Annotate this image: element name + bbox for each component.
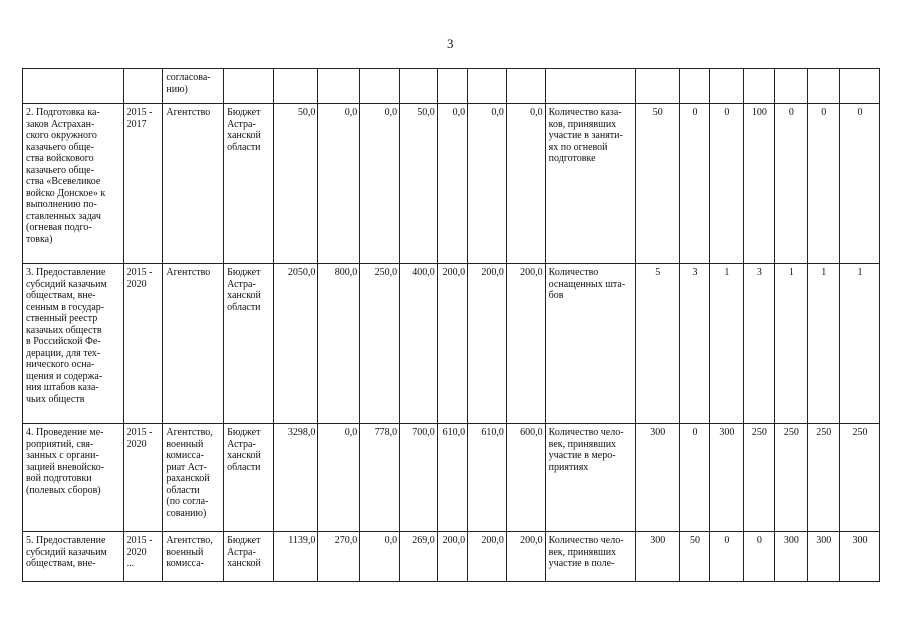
cell-target-2018: 250: [775, 424, 807, 532]
cell-target-2015: 50: [679, 532, 709, 582]
source-text: Бюджет Астра- ханской области: [227, 267, 261, 313]
cell-target-2020: 300: [840, 532, 880, 582]
cell-amount-2015: 0,0: [318, 424, 360, 532]
cell-amount-2016: 778,0: [360, 424, 400, 532]
cell-period: [123, 532, 163, 582]
period-text: 2015 - 2020: [126, 427, 153, 450]
cell-period: [123, 264, 163, 424]
cell-executor: [163, 264, 224, 424]
cell-target-2017: 250: [743, 424, 774, 532]
cell-source: [224, 104, 274, 264]
cell-target-2018: 300: [775, 532, 807, 582]
cell-amount-2016: 250,0: [360, 264, 400, 424]
cell-amount-2017: 50,0: [400, 104, 438, 264]
executor-text: согласова- нию): [166, 72, 211, 95]
cell-target-2016: 0: [710, 532, 744, 582]
program-activities-table: [22, 68, 880, 582]
table-row-continuation: [23, 69, 880, 104]
cell-indicator: [545, 69, 635, 104]
cell-target-2019: 1: [807, 264, 839, 424]
source-text: Бюджет Астра- ханской области: [227, 107, 261, 153]
executor-text: Агентство: [166, 107, 211, 118]
cell-amount: [437, 69, 467, 104]
cell-target-2020: 1: [840, 264, 880, 424]
cell-amount-total: 3298,0: [274, 424, 318, 532]
cell-amount-2018: 200,0: [437, 264, 467, 424]
cell-target: [710, 69, 744, 104]
period-text: 2015 - 2020: [126, 267, 153, 290]
source-text: Бюджет Астра- ханской: [227, 535, 261, 569]
cell-amount: [274, 69, 318, 104]
table-row-5: [23, 532, 880, 582]
activity-name: 2. Подготовка ка- заков Астрахан- ского окружного казачьего обще- ства войскового казачьего обще- ства «Всевеликое войско Донское» к выполнению по- ставленных задач (огневая подго- товка): [26, 107, 106, 245]
cell-name: [23, 532, 124, 582]
cell-source: [224, 264, 274, 424]
cell-amount: [400, 69, 438, 104]
cell-executor: [163, 104, 224, 264]
cell-target-2020: 250: [840, 424, 880, 532]
activity-name: 4. Проведение ме- роприятий, свя- занных с органи- зацией вневойско- вой подготовки (полевых сборов): [26, 427, 105, 496]
cell-amount-2019: 200,0: [468, 532, 507, 582]
cell-executor: [163, 424, 224, 532]
cell-amount-2019: 200,0: [468, 264, 507, 424]
cell-target-2020: 0: [840, 104, 880, 264]
indicator-text: Количество чело- век, принявших участие в меро- приятиях: [548, 427, 624, 473]
cell-indicator: [545, 104, 635, 264]
cell-target-2015: 0: [679, 424, 709, 532]
cell-target-2015: 3: [679, 264, 709, 424]
cell-target-2019: 250: [807, 424, 839, 532]
executor-text: Агентство: [166, 267, 211, 278]
cell-amount-2018: 200,0: [437, 532, 467, 582]
cell-amount-2017: 269,0: [400, 532, 438, 582]
cell-indicator: [545, 424, 635, 532]
cell-amount-2016: 0,0: [360, 104, 400, 264]
cell-target: [679, 69, 709, 104]
cell-source: [224, 424, 274, 532]
cell-target-2015: 0: [679, 104, 709, 264]
cell-name: [23, 69, 124, 104]
executor-text: Агентство, военный комисса-: [166, 535, 213, 569]
source-text: Бюджет Астра- ханской области: [227, 427, 261, 473]
cell-indicator: [545, 532, 635, 582]
cell-amount-total: 2050,0: [274, 264, 318, 424]
cell-amount: [360, 69, 400, 104]
cell-period: [123, 69, 163, 104]
activity-name: 3. Предоставление субсидий казачьим обществам, вне- сенным в государ- ственный реестр казачьих обществ в Российской Фе- дерации, для тех- нического осна- щения и содержа- ния штабов каза- чьих обществ: [26, 267, 107, 405]
cell-amount: [468, 69, 507, 104]
cell-target-2016: 1: [710, 264, 744, 424]
cell-target-2017: 3: [743, 264, 774, 424]
cell-target-2019: 0: [807, 104, 839, 264]
period-text: 2015 - 2020 ...: [126, 535, 153, 569]
cell-target-2018: 0: [775, 104, 807, 264]
executor-text: Агентство, военный комисса- риат Аст- раханской области (по согла- сованию): [166, 427, 213, 519]
cell-target-total: 5: [635, 264, 679, 424]
cell-amount-2017: 700,0: [400, 424, 438, 532]
cell-amount-2020: 0,0: [506, 104, 545, 264]
cell-amount-total: 1139,0: [274, 532, 318, 582]
cell-amount-2018: 0,0: [437, 104, 467, 264]
cell-amount-2020: 200,0: [506, 264, 545, 424]
page-number: 3: [447, 36, 454, 51]
cell-amount-2015: 0,0: [318, 104, 360, 264]
cell-amount-2016: 0,0: [360, 532, 400, 582]
cell-period: [123, 424, 163, 532]
cell-executor: [163, 532, 224, 582]
cell-amount-2020: 600,0: [506, 424, 545, 532]
cell-target-2017: 100: [743, 104, 774, 264]
cell-amount-2015: 270,0: [318, 532, 360, 582]
cell-amount-2020: 200,0: [506, 532, 545, 582]
cell-executor: [163, 69, 224, 104]
period-text: 2015 - 2017: [126, 107, 153, 130]
cell-target-total: 300: [635, 424, 679, 532]
cell-amount: [318, 69, 360, 104]
indicator-text: Количество каза- ков, принявших участие в заняти- ях по огневой подготовке: [548, 107, 623, 164]
table-row-3: [23, 264, 880, 424]
cell-amount-2019: 610,0: [468, 424, 507, 532]
cell-amount-2015: 800,0: [318, 264, 360, 424]
cell-target-2016: 0: [710, 104, 744, 264]
cell-target: [807, 69, 839, 104]
cell-amount-2017: 400,0: [400, 264, 438, 424]
cell-amount-total: 50,0: [274, 104, 318, 264]
cell-target: [840, 69, 880, 104]
cell-target-2016: 300: [710, 424, 744, 532]
table-row-4: [23, 424, 880, 532]
cell-name: [23, 424, 124, 532]
cell-name: [23, 104, 124, 264]
cell-target: [775, 69, 807, 104]
cell-indicator: [545, 264, 635, 424]
cell-source: [224, 69, 274, 104]
cell-amount-2018: 610,0: [437, 424, 467, 532]
indicator-text: Количество оснащенных шта- бов: [548, 267, 626, 301]
cell-target-2017: 0: [743, 532, 774, 582]
cell-period: [123, 104, 163, 264]
indicator-text: Количество чело- век, принявших участие в поле-: [548, 535, 624, 569]
cell-source: [224, 532, 274, 582]
table-row-2: [23, 104, 880, 264]
cell-target-2018: 1: [775, 264, 807, 424]
cell-name: [23, 264, 124, 424]
cell-target: [743, 69, 774, 104]
cell-amount: [506, 69, 545, 104]
cell-target-total: 50: [635, 104, 679, 264]
cell-target-total: 300: [635, 532, 679, 582]
cell-target-2019: 300: [807, 532, 839, 582]
cell-target: [635, 69, 679, 104]
activity-name: 5. Предоставление субсидий казачьим обществам, вне-: [26, 535, 107, 569]
cell-amount-2019: 0,0: [468, 104, 507, 264]
